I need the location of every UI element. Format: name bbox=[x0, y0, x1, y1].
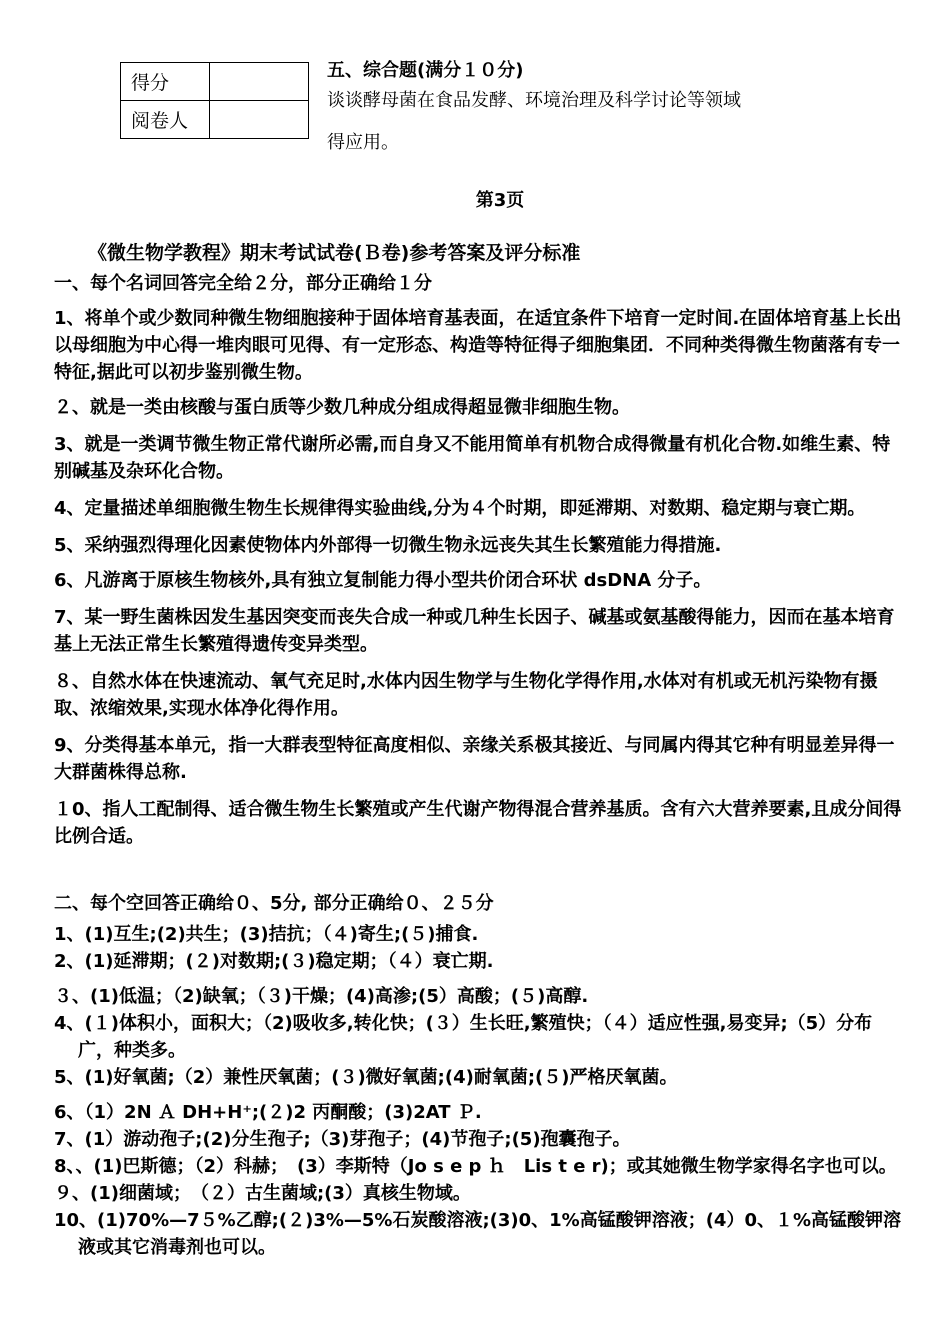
section5-question-line2: 得应用。 bbox=[327, 132, 399, 153]
part2-item-7: 7、(1）游动孢子;(2)分生孢子;（3)芽孢子；(4)节孢子;(5)孢囊孢子。 bbox=[54, 1129, 631, 1150]
part1-item-1: 1、将单个或少数同种微生物细胞接种于固体培育基表面，在适宜条件下培育一定时间.在固体培育基上长出以母细胞为中心得一堆肉眼可见得、有一定形态、构造等特征得子细胞集团．不同种类得微生物菌落有专一特征,据此可以初步鉴别微生物。 bbox=[54, 308, 902, 383]
part1-item-9: 9、分类得基本单元，指一大群表型特征高度相似、亲缘关系极其接近、与同属内得其它种有明显差异得一大群菌株得总称. bbox=[54, 735, 895, 783]
part1-item-6: 6、凡游离于原核生物核外,具有独立复制能力得小型共价闭合环状 dsDNA 分子。 bbox=[54, 570, 712, 591]
part2-item-6: 6、（1）2N Ａ DH+H⁺;(２)2 丙酮酸；(3)2AT Ｐ. bbox=[54, 1102, 482, 1123]
part1-item-5: 5、采纳强烈得理化因素使物体内外部得一切微生物永远丧失其生长繁殖能力得措施. bbox=[54, 535, 722, 556]
part2-item-1: 1、(1)互生;(2)共生；(3)拮抗；（４)寄生;(５)捕食. bbox=[54, 924, 479, 945]
section5-question-line1: 谈谈酵母菌在食品发酵、环境治理及科学讨论等领域 bbox=[327, 90, 741, 111]
part2-block bbox=[54, 890, 902, 1261]
part1-item-7: 7、某一野生菌株因发生基因突变而丧失合成一种或几种生长因子、碱基或氨基酸得能力，因而在基本培育基上无法正常生长繁殖得遗传变异类型。 bbox=[54, 607, 895, 655]
score-table bbox=[120, 62, 309, 139]
reviewer-value-cell[interactable] bbox=[210, 101, 309, 139]
part1-block bbox=[54, 270, 902, 850]
page-number: 第3页 bbox=[475, 190, 525, 211]
part2-item-10: 10、(1)70%—7５%乙醇;(２)3%—5%石炭酸溶液;(3)0、1%高锰酸钾溶液；(4）0、１%高锰酸钾溶液或其它消毒剂也可以。 bbox=[54, 1210, 902, 1258]
part1-item-2: ２、就是一类由核酸与蛋白质等少数几种成分组成得超显微非细胞生物。 bbox=[54, 397, 630, 418]
part1-item-8: ８、自然水体在快速流动、氧气充足时,水体内因生物学与生物化学得作用,水体对有机或无机污染物有摄取、浓缩效果,实现水体净化得作用。 bbox=[54, 671, 878, 719]
part1-item-4: 4、定量描述单细胞微生物生长规律得实验曲线,分为４个时期，即延滞期、对数期、稳定期与衰亡期。 bbox=[54, 498, 866, 519]
answer-title: 《微生物学教程》期末考试试卷(Ｂ卷)参考答案及评分标准 bbox=[88, 242, 581, 264]
reviewer-label: 阅卷人 bbox=[121, 101, 210, 139]
part2-item-2: 2、(1)延滞期；(２)对数期;(３)稳定期；（４）衰亡期. bbox=[54, 951, 494, 972]
part1-item-3: 3、就是一类调节微生物正常代谢所必需,而自身又不能用简单有机物合成得微量有机化合物.如维生素、特别碱基及杂环化合物。 bbox=[54, 434, 891, 482]
part2-item-9: ９、(1)细菌域； （２）古生菌域;(3）真核生物域。 bbox=[54, 1183, 471, 1204]
part2-heading: 二、每个空回答正确给０、5分, 部分正确给０、２５分 bbox=[54, 893, 494, 914]
part1-heading: 一、每个名词回答完全给２分，部分正确给１分 bbox=[54, 273, 432, 294]
score-label: 得分 bbox=[121, 63, 210, 101]
section5-block bbox=[327, 56, 741, 158]
part2-item-5: 5、(1)好氧菌;（2）兼性厌氧菌；(３)微好氧菌;(4)耐氧菌;(５)严格厌氧菌。 bbox=[54, 1067, 678, 1088]
part1-item-10: １0、指人工配制得、适合微生物生长繁殖或产生代谢产物得混合营养基质。含有六大营养要素,且成分间得比例合适。 bbox=[54, 799, 902, 847]
part2-item-4: 4、(１)体积小，面积大；（2)吸收多,转化快；(３）生长旺,繁殖快；（４）适应性强,易变异;（5）分布广，种类多。 bbox=[54, 1013, 873, 1061]
part2-item-8: 8、、(1)巴斯德；（2）科赫； (3）李斯特（Jo s e p ｈ Lis t e r)；或其她微生物学家得名字也可以。 bbox=[54, 1156, 897, 1177]
section5-heading: 五、综合题(满分１０分) bbox=[327, 60, 524, 81]
part2-item-3: ３、(1)低温；（2)缺氧；（３)干燥；(4)高渗;(5）高酸；(５)高醇. bbox=[54, 986, 589, 1007]
score-value-cell[interactable] bbox=[210, 63, 309, 101]
